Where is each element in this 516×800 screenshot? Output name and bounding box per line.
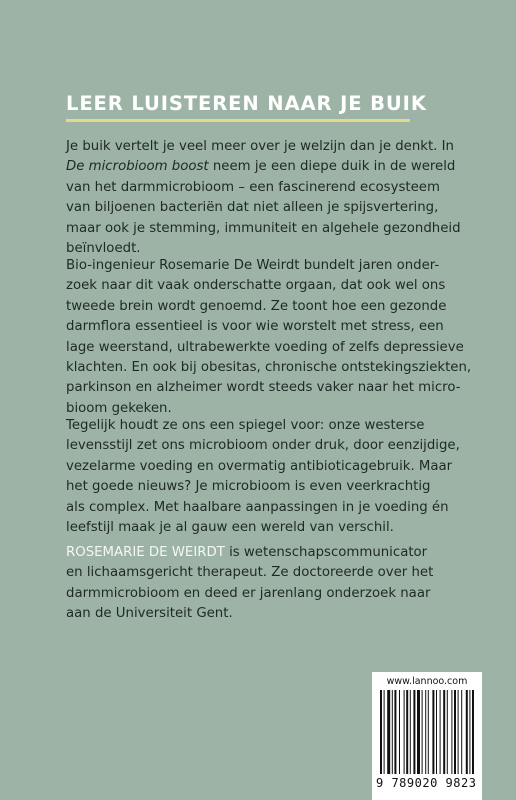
text-line: van het darmmicrobioom – een fascinerend ecosysteem <box>66 179 440 195</box>
text-line: en lichaamsgericht therapeut. Ze doctoreerde over het <box>66 565 434 581</box>
text-line: klachten. En ook bij obesitas, chronische ontstekingsziekten, <box>66 360 472 376</box>
text-line: Je buik vertelt je veel meer over je welzijn dan je denkt. In <box>66 139 454 154</box>
text-line: bioom gekeken. <box>66 400 172 416</box>
text-line <box>66 543 486 563</box>
text-line: darmflora essentieel is voor wie worstelt met stress, een <box>66 319 444 335</box>
text-line: Bio-ingenieur Rosemarie De Weirdt bundelt jaren onder- <box>66 258 440 273</box>
text-line: van biljoenen bacteriën dat niet alleen je spijsvertering, <box>66 200 439 216</box>
text-line: lage weerstand, ultrabewerkte voeding of zelfs depressieve <box>66 339 464 355</box>
text-line: Tegelijk houdt ze ons een spiegel voor: onze westerse <box>66 418 425 433</box>
publisher-url: www.lannoo.com <box>386 676 468 687</box>
book-title: De microbioom boost <box>66 159 209 175</box>
barcode-bars-icon <box>380 690 474 774</box>
text-line <box>66 157 486 177</box>
text-fragment: is wetenschapscommunicator <box>224 545 428 560</box>
author-name: ROSEMARIE DE WEIRDT <box>66 545 225 560</box>
text-line: leefstijl maak je al gauw een wereld van verschil. <box>66 520 394 536</box>
author-research-paragraph <box>66 256 486 419</box>
isbn-barcode <box>372 672 482 800</box>
text-line: maar ook je stemming, immuniteit en algehele gezondheid <box>66 220 461 236</box>
text-line: darmmicrobioom en deed er jarenlang onderzoek naar <box>66 585 431 601</box>
text-fragment: neem je een diepe duik in de wereld <box>208 159 456 175</box>
text-line: beïnvloedt. <box>66 241 141 257</box>
heading-underline <box>66 119 410 122</box>
lifestyle-paragraph <box>66 416 486 538</box>
text-line: vezelarme voeding en overmatig antibioticagebruik. Maar <box>66 458 453 474</box>
text-line: zoek naar dit vaak onderschatte orgaan, dat ook wel ons <box>66 278 446 294</box>
text-line: levensstijl zet ons microbioom onder druk, door eenzijdige, <box>66 438 460 454</box>
text-line: het goede nieuws? Je microbioom is even veerkrachtig <box>66 479 431 495</box>
text-line: als complex. Met haalbare aanpassingen in je voeding én <box>66 499 449 515</box>
text-line: aan de Universiteit Gent. <box>66 606 233 622</box>
intro-paragraph <box>66 137 486 259</box>
isbn-number: 9 789020 9823 <box>376 776 477 790</box>
text-line: tweede brein wordt genoemd. Ze toont hoe een gezonde <box>66 298 447 314</box>
text-line: parkinson en alzheimer wordt steeds vaker naar het micro- <box>66 380 461 396</box>
cover-heading: LEER LUISTEREN NAAR JE BUIK <box>66 92 427 115</box>
author-bio <box>66 543 486 625</box>
